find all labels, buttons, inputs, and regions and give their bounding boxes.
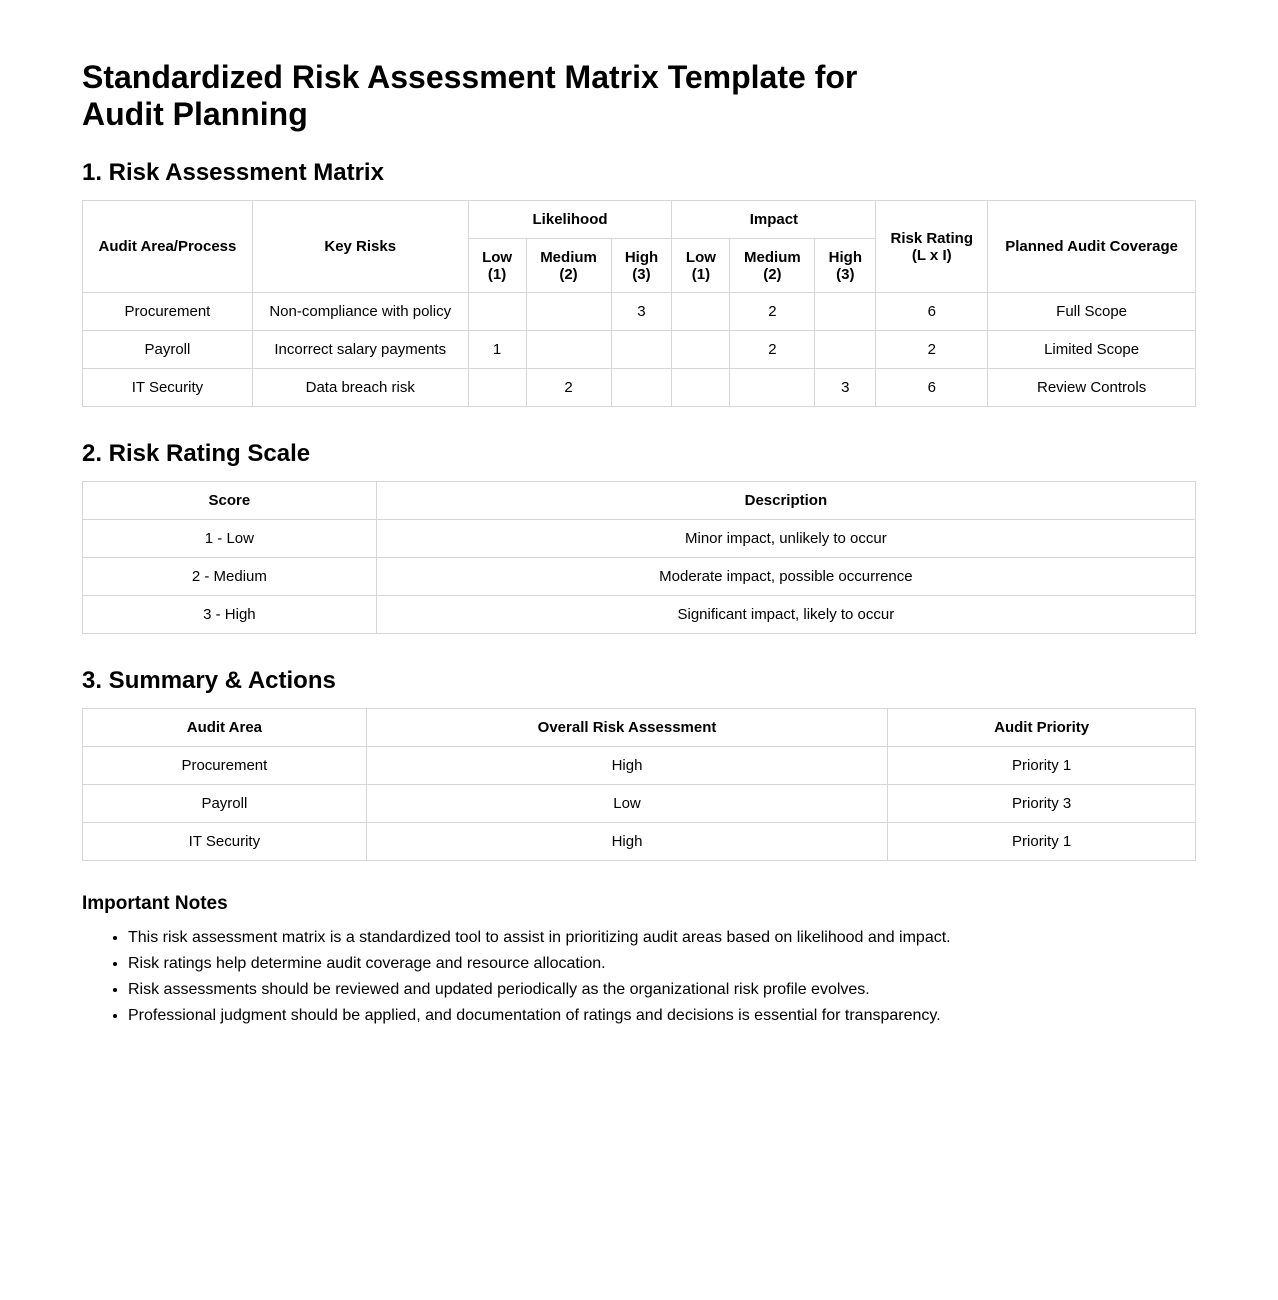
matrix-cell-coverage: Review Controls: [988, 369, 1196, 407]
matrix-cell-rating: 2: [876, 331, 988, 369]
table-row: [83, 331, 1196, 369]
summary-cell-assessment: High: [366, 823, 888, 861]
table-row: [83, 558, 1196, 596]
matrix-cell-rating: 6: [876, 369, 988, 407]
header-score: Score: [83, 482, 377, 520]
header-likelihood-medium-label: Medium: [540, 248, 597, 266]
header-likelihood-low-label: Low: [482, 248, 513, 266]
table-row: [83, 520, 1196, 558]
header-likelihood-high: [611, 239, 672, 293]
matrix-cell-likelihood-low: [468, 369, 526, 407]
header-impact-high-value: (3): [836, 265, 855, 283]
matrix-cell-impact-high: [815, 331, 876, 369]
header-planned-coverage: Planned Audit Coverage: [988, 201, 1196, 293]
matrix-cell-likelihood-low: [468, 293, 526, 331]
matrix-cell-impact-low: [672, 293, 730, 331]
header-likelihood-high-value: (3): [632, 265, 651, 283]
notes-list: [82, 925, 1196, 1029]
header-impact-high: [815, 239, 876, 293]
matrix-cell-likelihood-low: 1: [468, 331, 526, 369]
table-row: [83, 369, 1196, 407]
list-item: • Professional judgment should be applied, and documentation of ratings and decisions is essential for transparency.: [128, 1003, 1196, 1029]
matrix-cell-likelihood-high: [611, 331, 672, 369]
scale-cell-score: 1 - Low: [83, 520, 377, 558]
summary-cell-priority: Priority 1: [888, 747, 1196, 785]
matrix-cell-area: Procurement: [83, 293, 253, 331]
header-summary-assessment: Overall Risk Assessment: [366, 709, 888, 747]
matrix-cell-risk: Data breach risk: [252, 369, 468, 407]
table-row: [83, 596, 1196, 634]
matrix-cell-impact-high: [815, 293, 876, 331]
summary-cell-priority: Priority 3: [888, 785, 1196, 823]
header-impact-low-label: Low: [685, 248, 716, 266]
header-likelihood-high-label: High: [624, 248, 659, 266]
summary-cell-assessment: Low: [366, 785, 888, 823]
matrix-cell-area: Payroll: [83, 331, 253, 369]
matrix-cell-impact-low: [672, 369, 730, 407]
header-impact-medium-value: (2): [763, 265, 782, 283]
header-likelihood-medium-value: (2): [559, 265, 578, 283]
summary-actions-table: [82, 708, 1196, 861]
matrix-cell-risk: Non-compliance with policy: [252, 293, 468, 331]
matrix-cell-likelihood-medium: [526, 293, 611, 331]
matrix-cell-coverage: Limited Scope: [988, 331, 1196, 369]
notes-title: Important Notes: [82, 893, 228, 914]
header-likelihood-low: [468, 239, 526, 293]
table-row: [83, 785, 1196, 823]
matrix-cell-rating: 6: [876, 293, 988, 331]
header-description: Description: [376, 482, 1195, 520]
header-risk-rating-line2: (L x I): [911, 246, 952, 264]
header-impact-low-value: (1): [691, 265, 711, 283]
table-row: [83, 293, 1196, 331]
matrix-cell-risk: Incorrect salary payments: [252, 331, 468, 369]
matrix-cell-likelihood-high: 3: [611, 293, 672, 331]
summary-cell-area: IT Security: [83, 823, 367, 861]
scale-cell-description: Minor impact, unlikely to occur: [376, 520, 1195, 558]
list-item: • This risk assessment matrix is a standardized tool to assist in prioritizing audit areas based on likelihood and impact.: [128, 925, 1196, 951]
header-audit-area: Audit Area/Process: [83, 201, 253, 293]
matrix-cell-area: IT Security: [83, 369, 253, 407]
risk-assessment-matrix-table: [82, 200, 1196, 407]
header-summary-priority: Audit Priority: [888, 709, 1196, 747]
scale-cell-score: 2 - Medium: [83, 558, 377, 596]
header-key-risks: Key Risks: [252, 201, 468, 293]
page-title: Standardized Risk Assessment Matrix Template for Audit Planning: [82, 59, 858, 132]
list-item: • Risk ratings help determine audit coverage and resource allocation.: [128, 951, 1196, 977]
summary-cell-area: Payroll: [83, 785, 367, 823]
matrix-cell-likelihood-medium: 2: [526, 369, 611, 407]
scale-cell-description: Moderate impact, possible occurrence: [376, 558, 1195, 596]
scale-cell-description: Significant impact, likely to occur: [376, 596, 1195, 634]
risk-rating-scale-table: [82, 481, 1196, 634]
header-impact: Impact: [672, 201, 876, 239]
matrix-cell-likelihood-medium: [526, 331, 611, 369]
matrix-cell-impact-high: 3: [815, 369, 876, 407]
header-impact-low: [672, 239, 730, 293]
list-item: • Risk assessments should be reviewed and updated periodically as the organizational risk profile evolves.: [128, 977, 1196, 1003]
summary-cell-area: Procurement: [83, 747, 367, 785]
header-impact-high-label: High: [828, 248, 862, 266]
header-impact-medium-label: Medium: [744, 248, 801, 266]
matrix-cell-coverage: Full Scope: [988, 293, 1196, 331]
table-row: [83, 747, 1196, 785]
matrix-cell-likelihood-high: [611, 369, 672, 407]
matrix-cell-impact-medium: 2: [730, 331, 815, 369]
matrix-section-title: 1. Risk Assessment Matrix: [82, 159, 384, 186]
scale-section-title: 2. Risk Rating Scale: [82, 440, 311, 467]
header-risk-rating-line1: Risk Rating: [890, 229, 973, 247]
matrix-cell-impact-medium: 2: [730, 293, 815, 331]
matrix-cell-impact-low: [672, 331, 730, 369]
header-impact-medium: [730, 239, 815, 293]
header-risk-rating: [876, 201, 988, 293]
header-likelihood-low-value: (1): [487, 265, 507, 283]
summary-cell-priority: Priority 1: [888, 823, 1196, 861]
summary-section-title: 3. Summary & Actions: [82, 667, 336, 694]
header-likelihood: Likelihood: [468, 201, 672, 239]
table-row: [83, 823, 1196, 861]
matrix-cell-impact-medium: [730, 369, 815, 407]
header-likelihood-medium: [526, 239, 611, 293]
scale-cell-score: 3 - High: [83, 596, 377, 634]
header-summary-area: Audit Area: [83, 709, 367, 747]
summary-cell-assessment: High: [366, 747, 888, 785]
